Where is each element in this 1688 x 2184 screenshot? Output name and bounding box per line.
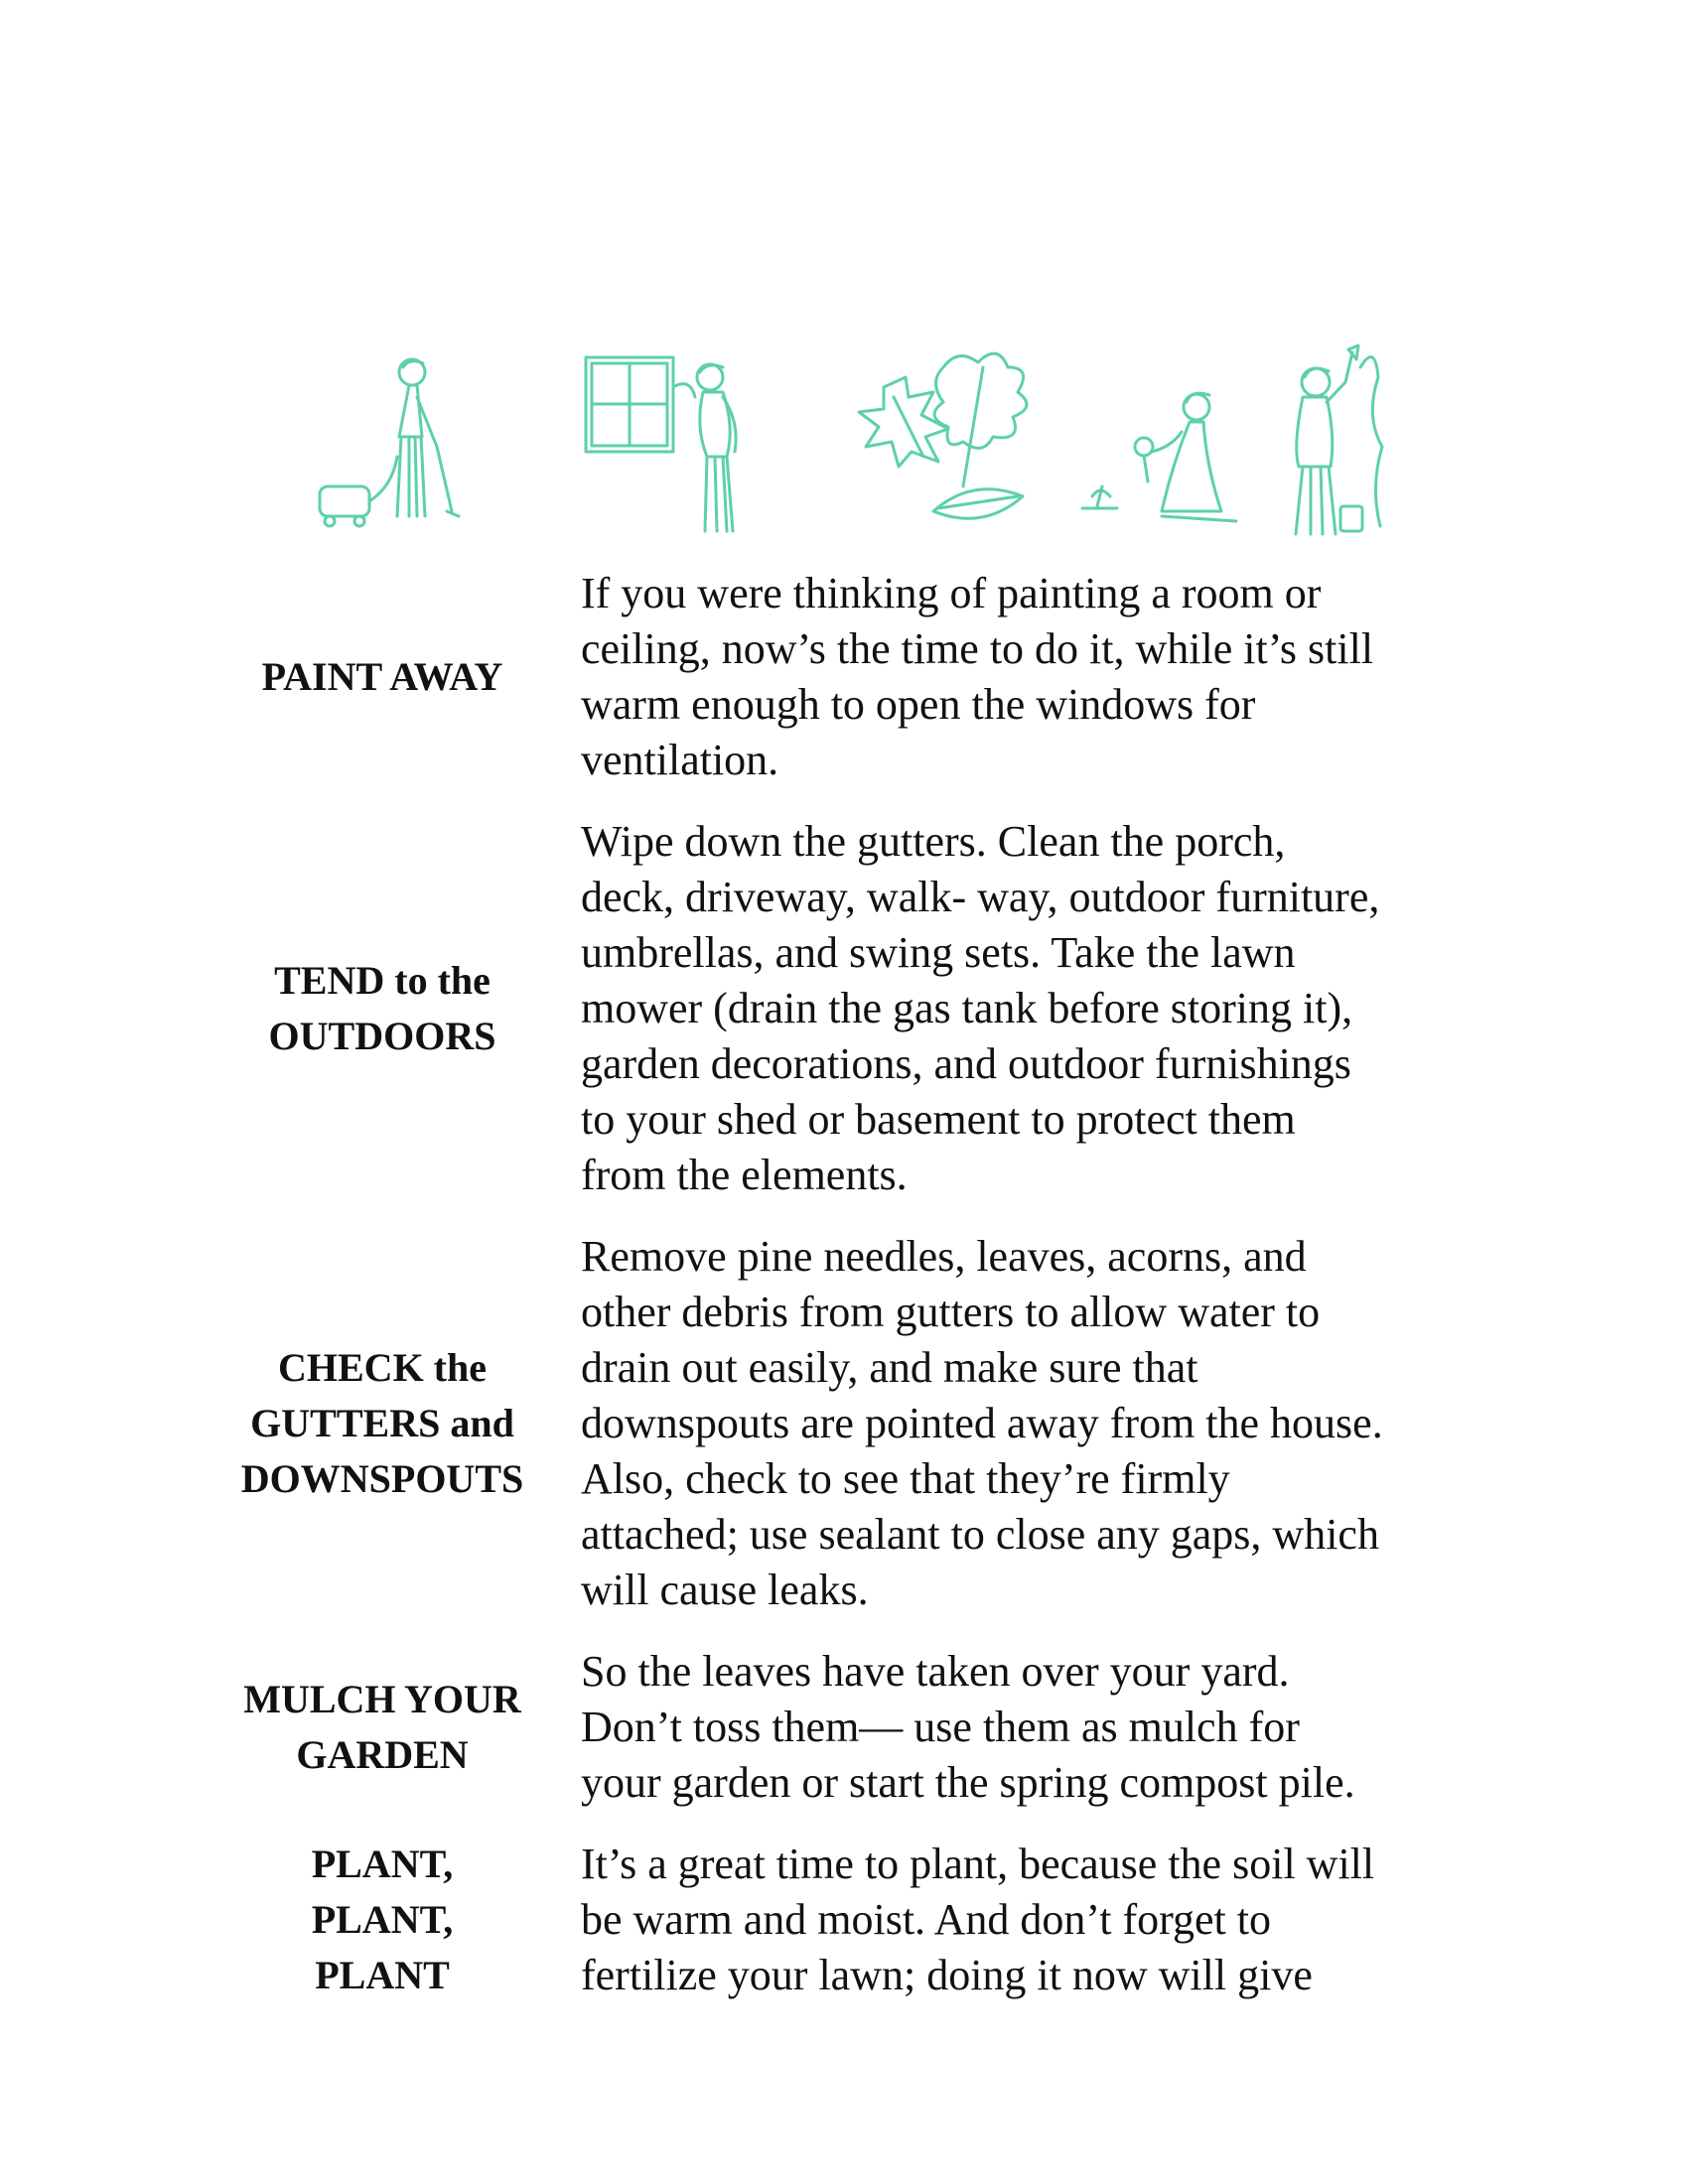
body-line: to your shed or basement to protect them (581, 1095, 1296, 1144)
body-line: fertilize your lawn; doing it now will give (581, 1951, 1313, 1999)
body-line: will cause leaks. (581, 1566, 869, 1614)
heading-line: PAINT AWAY (261, 654, 503, 699)
tip-body (546, 1229, 1470, 1618)
body-line: Don’t toss them— use them as mulch for (581, 1703, 1300, 1751)
tip-heading (228, 953, 546, 1064)
tip-heading (228, 1672, 546, 1783)
painting-person-icon (1296, 345, 1382, 534)
heading-line: MULCH YOUR (243, 1677, 521, 1721)
tip-body (546, 566, 1470, 788)
fallen-leaves-icon (859, 353, 1027, 518)
body-line: umbrellas, and swing sets. Take the lawn (581, 928, 1296, 977)
body-line: downspouts are pointed away from the house. (581, 1399, 1383, 1447)
tip-heading (228, 649, 546, 705)
window-washing-person-icon (586, 357, 736, 531)
tip-check-gutters (228, 1229, 1470, 1618)
heading-line: DOWNSPOUTS (240, 1456, 524, 1501)
body-line: attached; use sealant to close any gaps, which (581, 1510, 1379, 1559)
body-line: drain out easily, and make sure that (581, 1343, 1198, 1392)
heading-line: OUTDOORS (268, 1014, 496, 1058)
body-line: garden decorations, and outdoor furnishings (581, 1039, 1351, 1088)
heading-line: TEND to the (274, 958, 491, 1003)
tip-body (546, 1837, 1470, 2003)
tip-heading (228, 1340, 546, 1507)
heading-line: PLANT, (311, 1842, 454, 1886)
tip-mulch-garden (228, 1644, 1470, 1811)
body-line: ventilation. (581, 736, 779, 784)
body-line: It’s a great time to plant, because the soil will (581, 1840, 1375, 1888)
tip-body (546, 814, 1470, 1203)
illustration-strip (298, 338, 1440, 546)
tip-body (546, 1644, 1470, 1811)
body-line: mower (drain the gas tank before storing it), (581, 984, 1353, 1032)
planting-person-icon (1082, 393, 1236, 521)
body-line: If you were thinking of painting a room or (581, 569, 1322, 617)
heading-line: CHECK the (278, 1345, 487, 1390)
heading-line: PLANT (315, 1953, 450, 1997)
body-line: from the elements. (581, 1151, 908, 1199)
body-line: Remove pine needles, leaves, acorns, and (581, 1232, 1307, 1281)
heading-line: GUTTERS and (250, 1401, 514, 1445)
tip-heading (228, 1837, 546, 2003)
tip-tend-outdoors (228, 814, 1470, 1203)
body-line: Wipe down the gutters. Clean the porch, (581, 817, 1286, 866)
body-line: your garden or start the spring compost pile. (581, 1758, 1355, 1807)
body-line: warm enough to open the windows for (581, 680, 1256, 729)
body-line: other debris from gutters to allow water to (581, 1288, 1321, 1336)
body-line: ceiling, now’s the time to do it, while it’s still (581, 624, 1374, 673)
tips-list (228, 566, 1470, 2029)
body-line: So the leaves have taken over your yard. (581, 1647, 1290, 1696)
body-line: be warm and moist. And don’t forget to (581, 1895, 1271, 1944)
heading-line: PLANT, (311, 1897, 454, 1942)
heading-line: GARDEN (296, 1732, 469, 1777)
tip-paint-away (228, 566, 1470, 788)
vacuuming-person-icon (320, 359, 459, 526)
body-line: deck, driveway, walk- way, outdoor furniture, (581, 873, 1380, 921)
tip-plant (228, 1837, 1470, 2003)
body-line: Also, check to see that they’re firmly (581, 1454, 1230, 1503)
